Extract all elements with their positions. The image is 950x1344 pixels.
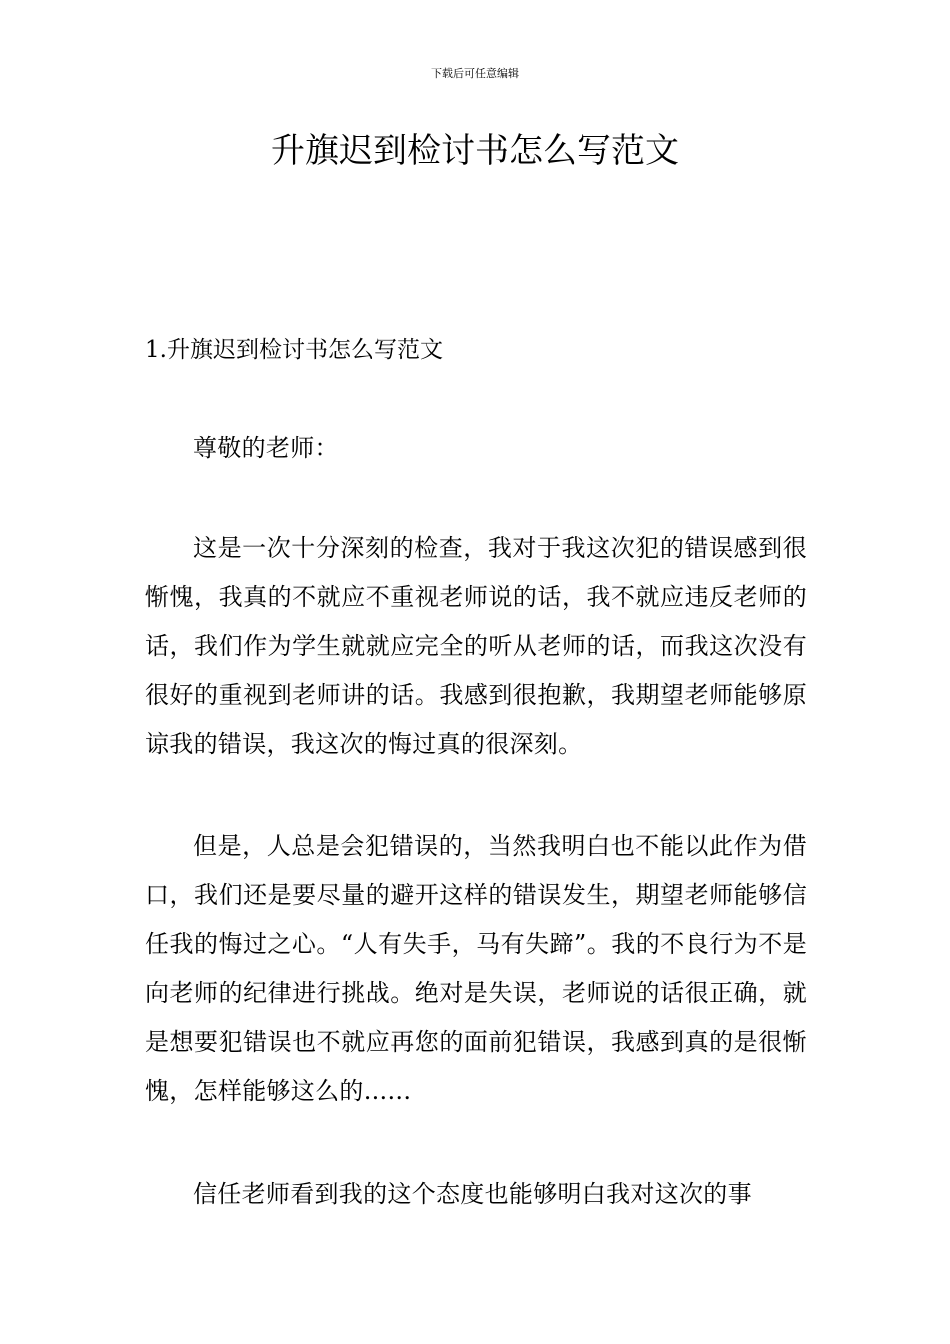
document-title: 升旗迟到检讨书怎么写范文 <box>271 131 679 171</box>
salutation: 尊敬的老师： <box>193 434 339 462</box>
header-note: 下载后可任意编辑 <box>431 67 519 80</box>
body-paragraph-3: 信任老师看到我的这个态度也能够明白我对这次的事 <box>193 1180 752 1208</box>
body-paragraph-2: 但是，人总是会犯错误的，当然我明白也不能以此作为借口，我们还是要尽量的避开这样的错误发生，期望老师能够信任我的悔过之心。“人有失手，马有失蹄”。我的不良行为不是向老师的纪律进行挑战。绝对是失误，老师说的话很正确，就是想要犯错误也不就应再您的面前犯错误，我感到真的是很惭愧，怎样能够这么的...... <box>145 832 807 1105</box>
body-paragraph-1: 这是一次十分深刻的检查，我对于我这次犯的错误感到很惭愧，我真的不就应不重视老师说的话，我不就应违反老师的话，我们作为学生就就应完全的听从老师的话，而我这次没有很好的重视到老师讲的话。我感到很抱歉，我期望老师能够原谅我的错误，我这次的悔过真的很深刻。 <box>145 534 807 758</box>
section-heading: 1.升旗迟到检讨书怎么写范文 <box>145 337 443 363</box>
